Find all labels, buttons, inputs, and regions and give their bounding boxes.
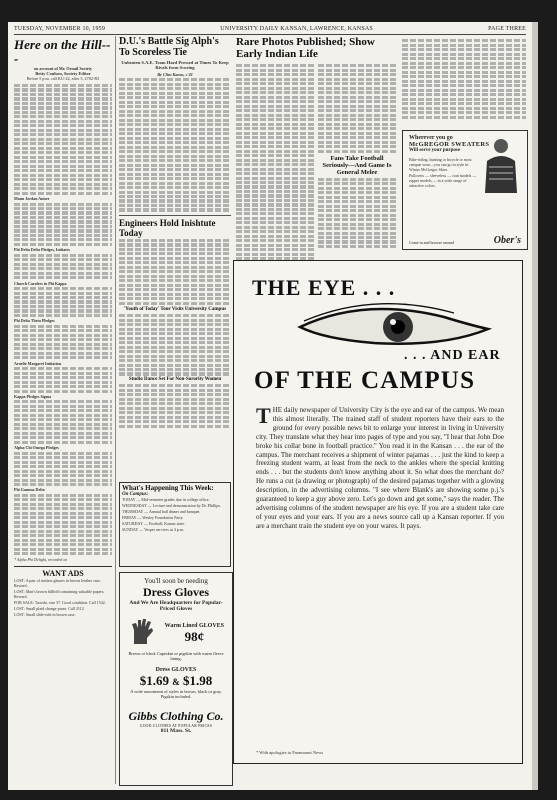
column-society xyxy=(14,36,112,784)
society-section-4: Phi Delta Theta Pledges xyxy=(14,318,55,324)
dress-gloves-price-1: $1.69 xyxy=(139,673,169,688)
happening-item-4: FRIDAY — Wesley Foundation Party. xyxy=(122,515,184,520)
body-text: HE daily newspaper of University City is the eye and ear of the campus. We mean this almost literally. The trained staff of student reporters have their ears to the ground for every possible news bit to enlarge your interest in living in University city. They translate what they hear into pages of type and you say, "I hear that John Doe broke his collar bone in football practice." You read it in the Kansan . . . the ear of the campus. The merchant receives a shipment of winter pajamas . . . just the kind to keep a freezing student warm, at least from the neck to the ankles where the special knitting ends . . . but the students don't know anything about it. So what does the merchant do? He runs a cut (a drawing or photograph) of the desired pajamas together with a glowing description, in the advertising columns. "I see where Blank's are showing some p.j.'s guaranteed to keep a guy above zero. Let's go down and get some," says the reader. The advertising columns of the student newspaper are his eye. If you are a student take care of your eyes and your ears. If you are a news source call up a Kansan reporter. If you are a merchant train the student eye on your wares. It pays. xyxy=(256,406,504,530)
want-ads-title: WANT ADS xyxy=(42,568,84,578)
society-section-3: Church Carolers in Phi Kappa xyxy=(14,280,67,286)
eye-ear-footnote: * With apologies to Paramount News xyxy=(256,750,324,755)
happening-sub: On Campus: xyxy=(122,492,149,497)
dress-gloves-desc: A wide assortment of styles in brown, black or gray. Pigskin included. xyxy=(130,689,222,699)
studio-headline: Studio Dance Set For Non-Sorority Women xyxy=(128,376,222,382)
happening-item-3: THURSDAY — Annual ball dinner and banquet. xyxy=(122,509,201,514)
masthead xyxy=(14,24,526,35)
gloves-line2: Dress Gloves xyxy=(142,585,210,599)
column-rule xyxy=(115,36,116,784)
gibbs-address: 811 Mass. St. xyxy=(160,728,192,734)
page-edge xyxy=(532,22,538,790)
eye-ear-body xyxy=(256,403,504,531)
masthead-page: PAGE THREE xyxy=(488,26,526,32)
warm-gloves-label: Warm Lined GLOVES xyxy=(164,622,224,629)
society-byline2: Betty Coulson, Society Editor xyxy=(35,71,91,76)
column-feature xyxy=(236,36,396,281)
mcgregor-item-2: Pullovers — sleeveless — coat models — zipper models — in a wide range of attractive colors. xyxy=(409,173,477,188)
dress-gloves-and: & xyxy=(172,677,180,687)
happening-title: What's Happening This Week: xyxy=(122,484,214,492)
eye-illustration-icon xyxy=(294,303,494,349)
gibbs-logo: Gibbs Clothing Co. xyxy=(128,709,224,723)
column-right-text xyxy=(402,38,526,126)
sweater-figure-icon xyxy=(481,137,521,195)
glove-icon xyxy=(128,616,158,651)
dress-gloves-price-2: $1.98 xyxy=(183,673,213,688)
newspaper-page xyxy=(8,22,532,790)
happening-item-6: SUNDAY — Vesper services at 4 p.m. xyxy=(122,527,184,532)
want-ad-2: LOST: Man's brown billfold containing valuable papers. Reward. xyxy=(14,588,105,599)
society-title: Here on the Hill--- xyxy=(14,37,111,66)
body-dropcap: T xyxy=(256,403,271,428)
campus-headline: OF THE CAMPUS xyxy=(254,367,476,394)
warm-gloves-price: 98¢ xyxy=(184,628,205,644)
society-section-6: Kappa Pledges Sigma xyxy=(14,393,52,399)
du-headline: D.U.'s Battle Sig Alph's To Scoreless Tie xyxy=(119,36,219,58)
eye-headline: THE EYE . . . xyxy=(252,275,396,300)
society-byline1: on account of Mr. Ornail Society xyxy=(33,66,93,71)
du-byline: By Clint Kanas, c'41 xyxy=(157,72,193,77)
happening-item-2: WEDNESDAY — Lecture and demonstration by Dr. Phillips. xyxy=(122,503,221,508)
dress-gloves-label: Dress GLOVES xyxy=(155,667,197,673)
society-section-2: Phi Delta Delta Pledges, Initiates xyxy=(14,247,70,253)
column-news xyxy=(119,36,231,476)
want-ad-3: FOR SALE: Tuxedo, size 37. Good condition. Call 1542. xyxy=(14,599,106,605)
society-section-1: Mann Jordan Aniser xyxy=(14,196,50,202)
mcgregor-brand: McGREGOR SWEATERS xyxy=(409,141,490,148)
society-section-7: Alpha Chi Omega Pledges xyxy=(14,445,59,451)
masthead-date: TUESDAY, NOVEMBER 10, 1959 xyxy=(14,26,106,32)
eng-headline: Engineers Hold Inishtute Today xyxy=(119,215,231,238)
mcgregor-ad xyxy=(402,130,528,250)
want-ads-section xyxy=(14,566,112,617)
want-ad-4: LOST: Small plaid change purse. Call 2112. xyxy=(14,605,85,611)
want-ad-1: LOST: A pair of rimless glasses in brown leather case. Reward. xyxy=(14,577,101,588)
warm-gloves-desc: Brown or black Capeskin or pigskin with warm fleece lining. xyxy=(128,651,224,661)
happening-item-5: SATURDAY — Football, Kansas state. xyxy=(122,521,186,526)
gloves-ad xyxy=(119,572,233,786)
mcgregor-tagline: Will serve your purpose xyxy=(409,148,461,153)
gibbs-tagline: GOOD CLOTHES AT POPULAR PRICES xyxy=(139,724,213,728)
society-note: * Alpha Phi Delight, recorded on xyxy=(14,556,68,562)
obers-logo: Ober's xyxy=(493,235,521,246)
society-section-5: Aruelie Margaret Initiation xyxy=(14,360,62,366)
masthead-title: UNIVERSITY DAILY KANSAN, LAWRENCE, KANSAS xyxy=(220,26,373,32)
gloves-line3: And We Are Headquarters for Popular-Priced Gloves xyxy=(129,600,223,612)
mcgregor-item-1: Bike-riding, hunting or bicycle or most campus wear—you can go in style in Winter McGregor Skies xyxy=(409,157,472,172)
mcgregor-footer: Come in and browse around xyxy=(409,240,455,245)
youth-headline: 'Youth of Today' Tour Visits University Campus xyxy=(123,306,227,312)
happening-box xyxy=(119,482,231,567)
happening-item-1: TODAY — Mid-semester grades due in college office. xyxy=(122,497,210,502)
ear-headline: . . . AND EAR xyxy=(404,348,501,363)
mcgregor-lead: Wherever you go xyxy=(409,135,453,141)
want-ad-5: LOST: Small slide-rule in brown case. xyxy=(14,611,76,617)
society-intro-text xyxy=(14,84,112,195)
society-section-8: Phi Gamma Delta xyxy=(14,487,45,493)
football-headline: Fans Take Football Seriously—And Game Is General Melee xyxy=(322,154,392,176)
society-contact: Before 5 p.m. call KU-22, after 5, 2702-R3 xyxy=(26,76,100,81)
eye-ear-ad xyxy=(233,260,523,764)
du-subhead: Unbeaten S.A.E. Team Hard Pressed at Times To Keep Rivals from Scoring xyxy=(121,60,229,70)
gloves-line1: You'll soon be needing xyxy=(144,577,208,585)
rare-headline: Rare Photos Published; Show Early Indian Life xyxy=(236,36,375,60)
